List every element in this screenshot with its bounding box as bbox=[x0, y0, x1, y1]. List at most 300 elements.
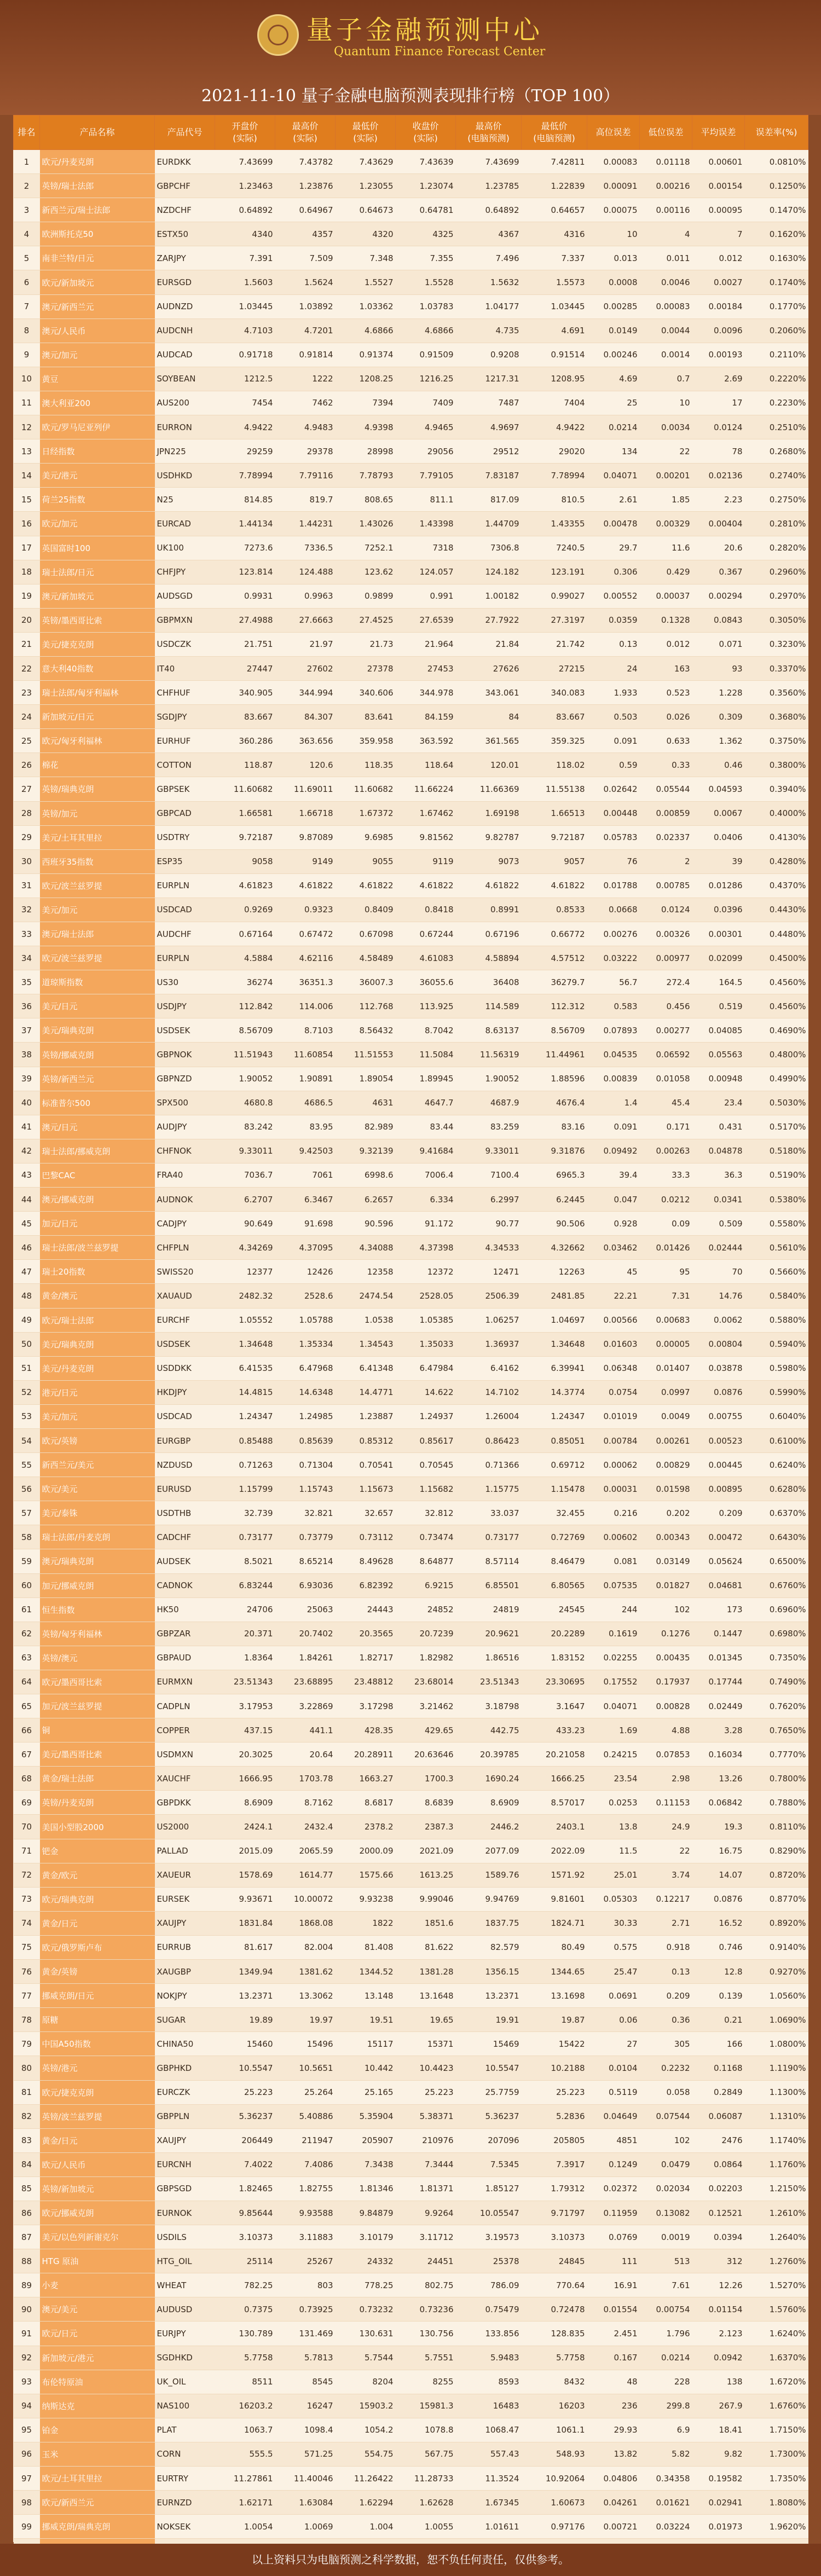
value-cell: 4.57512 bbox=[522, 946, 587, 970]
value-cell: 20.7239 bbox=[396, 1622, 456, 1646]
table-row bbox=[14, 1115, 808, 1139]
product-name-cell: 瑞士法郎/波兰兹罗提 bbox=[40, 1236, 155, 1260]
value-cell: 1.23785 bbox=[456, 174, 522, 198]
value-cell: 1.63084 bbox=[275, 2491, 336, 2515]
value-cell: 0.026 bbox=[640, 705, 692, 729]
value-cell: 0.5990% bbox=[745, 1380, 808, 1404]
value-cell: 39.4 bbox=[587, 1163, 640, 1187]
value-cell: 11.5 bbox=[587, 1839, 640, 1863]
product-name-cell: 英镑/匈牙利福林 bbox=[40, 1622, 155, 1646]
value-cell: 118.35 bbox=[336, 753, 396, 777]
value-cell: 0.00478 bbox=[587, 512, 640, 536]
value-cell: 9.72187 bbox=[522, 825, 587, 849]
rank-cell: 55 bbox=[14, 1453, 40, 1477]
value-cell: 1.44709 bbox=[456, 512, 522, 536]
value-cell: 0.9899 bbox=[336, 584, 396, 608]
value-cell: 29259 bbox=[215, 439, 275, 464]
rank-cell: 67 bbox=[14, 1743, 40, 1767]
value-cell: 23.30695 bbox=[522, 1670, 587, 1694]
value-cell: 25.01 bbox=[587, 1863, 640, 1887]
product-code-cell: PLAT bbox=[155, 2418, 215, 2442]
product-code-cell: NZDUSD bbox=[155, 1453, 215, 1477]
table-row bbox=[14, 1887, 808, 1911]
table-row bbox=[14, 415, 808, 439]
value-cell: 8.56432 bbox=[336, 1018, 396, 1043]
value-cell: 15460 bbox=[215, 2032, 275, 2056]
value-cell: 27.4525 bbox=[336, 608, 396, 632]
value-cell: 7.43629 bbox=[336, 150, 396, 174]
value-cell: 4.9422 bbox=[215, 415, 275, 439]
value-cell: 0.0019 bbox=[640, 2225, 692, 2249]
value-cell: 1.15799 bbox=[215, 1477, 275, 1501]
product-name-cell: 欧元/波兰兹罗提 bbox=[40, 946, 155, 970]
value-cell: 3.28 bbox=[692, 1718, 745, 1743]
value-cell: 1.0560% bbox=[745, 1984, 808, 2008]
value-cell: 1824.71 bbox=[522, 1911, 587, 1935]
product-code-cell: EURCNH bbox=[155, 2152, 215, 2176]
value-cell: 0.11153 bbox=[640, 1791, 692, 1815]
table-row bbox=[14, 1163, 808, 1187]
value-cell: 0.17937 bbox=[640, 1670, 692, 1694]
product-code-cell: N25 bbox=[155, 488, 215, 512]
value-cell: 1.83152 bbox=[522, 1646, 587, 1670]
product-code-cell: USDILS bbox=[155, 2225, 215, 2249]
value-cell: 0.0149 bbox=[587, 319, 640, 343]
value-cell: 7409 bbox=[396, 391, 456, 415]
value-cell: 1.00182 bbox=[456, 584, 522, 608]
value-cell: 0.012 bbox=[692, 246, 745, 270]
value-cell: 7 bbox=[692, 222, 745, 246]
value-cell: 29.93 bbox=[587, 2418, 640, 2442]
value-cell: 1349.94 bbox=[215, 1960, 275, 1984]
value-cell: 0.0876 bbox=[692, 1887, 745, 1911]
value-cell: 7.43699 bbox=[215, 150, 275, 174]
value-cell: 2.71 bbox=[640, 1911, 692, 1935]
value-cell: 4851 bbox=[587, 2128, 640, 2152]
value-cell: 2476 bbox=[692, 2128, 745, 2152]
value-cell: 82.004 bbox=[275, 1935, 336, 1959]
value-cell: 0.3750% bbox=[745, 729, 808, 753]
value-cell: 8204 bbox=[336, 2370, 396, 2394]
value-cell: 0.99027 bbox=[522, 584, 587, 608]
value-cell: 0.0062 bbox=[692, 1308, 745, 1332]
value-cell: 0.12217 bbox=[640, 1887, 692, 1911]
value-cell: 0.04806 bbox=[587, 2467, 640, 2491]
product-name-cell: 荷兰25指数 bbox=[40, 488, 155, 512]
value-cell: 91.172 bbox=[396, 1212, 456, 1236]
value-cell: 1.5527 bbox=[336, 270, 396, 294]
table-row bbox=[14, 681, 808, 705]
table-row bbox=[14, 1380, 808, 1404]
value-cell: 0.00083 bbox=[640, 294, 692, 319]
value-cell: 1.69 bbox=[587, 1718, 640, 1743]
product-name-cell: 挪威克朗/瑞典克朗 bbox=[40, 2515, 155, 2539]
product-name-cell: 欧元/匈牙利福林 bbox=[40, 729, 155, 753]
value-cell: 0.73232 bbox=[336, 2297, 396, 2322]
value-cell: 20.7402 bbox=[275, 1622, 336, 1646]
rank-cell: 69 bbox=[14, 1791, 40, 1815]
value-cell: 25.264 bbox=[275, 2080, 336, 2104]
value-cell: 0.8418 bbox=[396, 898, 456, 922]
table-row bbox=[14, 2322, 808, 2346]
value-cell: 1.6370% bbox=[745, 2346, 808, 2370]
product-code-cell: CHFJPY bbox=[155, 560, 215, 584]
value-cell: 7240.5 bbox=[522, 536, 587, 560]
product-name-cell: 英镑/瑞典克朗 bbox=[40, 777, 155, 801]
value-cell: 25378 bbox=[456, 2249, 522, 2273]
product-name-cell: 黄金/欧元 bbox=[40, 1863, 155, 1887]
rank-cell: 85 bbox=[14, 2176, 40, 2201]
value-cell: 0.2970% bbox=[745, 584, 808, 608]
product-name-cell: 英镑/挪威克朗 bbox=[40, 1043, 155, 1067]
value-cell: 32.657 bbox=[336, 1501, 396, 1525]
value-cell: 7.78994 bbox=[522, 464, 587, 488]
value-cell: 5.82 bbox=[640, 2442, 692, 2466]
value-cell: 29.7 bbox=[587, 536, 640, 560]
value-cell: 0.12521 bbox=[692, 2201, 745, 2225]
value-cell: 7462 bbox=[275, 391, 336, 415]
value-cell: 0.72769 bbox=[522, 1525, 587, 1549]
value-cell: 10.92064 bbox=[522, 2467, 587, 2491]
value-cell: 1.04177 bbox=[456, 294, 522, 319]
value-cell: 12471 bbox=[456, 1260, 522, 1284]
product-name-cell: 美元/瑞典克朗 bbox=[40, 1332, 155, 1356]
value-cell: 1.69198 bbox=[456, 801, 522, 825]
value-cell: 0.209 bbox=[692, 1501, 745, 1525]
value-cell: 0.6100% bbox=[745, 1428, 808, 1452]
value-cell: 1.933 bbox=[587, 681, 640, 705]
value-cell: 28998 bbox=[336, 439, 396, 464]
value-cell: 6.93036 bbox=[275, 1573, 336, 1597]
value-cell: 14.7102 bbox=[456, 1380, 522, 1404]
value-cell: 0.01788 bbox=[587, 873, 640, 898]
value-cell: 0.5580% bbox=[745, 1212, 808, 1236]
value-cell: 0.70545 bbox=[396, 1453, 456, 1477]
value-cell: 0.04878 bbox=[692, 1139, 745, 1163]
table-row bbox=[14, 367, 808, 391]
value-cell: 5.9483 bbox=[456, 2346, 522, 2370]
value-cell: 3.17953 bbox=[215, 1694, 275, 1718]
value-cell: 7.496 bbox=[456, 246, 522, 270]
value-cell: 0.00326 bbox=[640, 922, 692, 946]
product-name-cell: 英镑/澳元 bbox=[40, 1646, 155, 1670]
product-code-cell: AUDSEK bbox=[155, 1549, 215, 1573]
table-row bbox=[14, 801, 808, 825]
value-cell: 1.44231 bbox=[275, 512, 336, 536]
product-code-cell: XAUCHF bbox=[155, 1767, 215, 1791]
column-header: 误差率(%) bbox=[745, 115, 808, 150]
value-cell: 0.1620% bbox=[745, 222, 808, 246]
value-cell: 25114 bbox=[215, 2249, 275, 2273]
value-cell: 9.31876 bbox=[522, 1139, 587, 1163]
product-code-cell: EURSGD bbox=[155, 270, 215, 294]
value-cell: 2.69 bbox=[692, 367, 745, 391]
value-cell: 437.15 bbox=[215, 1718, 275, 1743]
value-cell: 1.0538 bbox=[336, 1308, 396, 1332]
product-name-cell: 瑞士法郎/日元 bbox=[40, 560, 155, 584]
value-cell: 0.0864 bbox=[692, 2152, 745, 2176]
value-cell: 9.6985 bbox=[336, 825, 396, 849]
value-cell: 24545 bbox=[522, 1597, 587, 1622]
value-cell: 8.6839 bbox=[396, 1791, 456, 1815]
value-cell: 0.429 bbox=[640, 560, 692, 584]
value-cell: 0.02034 bbox=[640, 2176, 692, 2201]
value-cell: 0.5170% bbox=[745, 1115, 808, 1139]
column-header: 收盘价 (实际) bbox=[396, 115, 456, 150]
value-cell: 1217.31 bbox=[456, 367, 522, 391]
table-row bbox=[14, 1622, 808, 1646]
value-cell: 91.698 bbox=[275, 1212, 336, 1236]
product-name-cell: 欧元/俄罗斯卢布 bbox=[40, 1935, 155, 1959]
value-cell: 0.0942 bbox=[692, 2346, 745, 2370]
value-cell: 0.091 bbox=[587, 729, 640, 753]
value-cell: 21.84 bbox=[456, 632, 522, 656]
table-row bbox=[14, 2491, 808, 2515]
value-cell: 83.16 bbox=[522, 1115, 587, 1139]
value-cell: 4.62116 bbox=[275, 946, 336, 970]
value-cell: 4.88 bbox=[640, 1718, 692, 1743]
value-cell: 36274 bbox=[215, 970, 275, 994]
table-row bbox=[14, 1791, 808, 1815]
value-cell: 1.5528 bbox=[396, 270, 456, 294]
value-cell: 123.814 bbox=[215, 560, 275, 584]
value-cell: 1.7350% bbox=[745, 2467, 808, 2491]
value-cell: 1.15682 bbox=[396, 1477, 456, 1501]
value-cell: 0.73177 bbox=[215, 1525, 275, 1549]
value-cell: 1.66718 bbox=[275, 801, 336, 825]
value-cell: 7.4022 bbox=[215, 2152, 275, 2176]
value-cell: 0.71304 bbox=[275, 1453, 336, 1477]
value-cell: 0.70541 bbox=[336, 1453, 396, 1477]
value-cell: 0.928 bbox=[587, 1212, 640, 1236]
value-cell: 6.47984 bbox=[396, 1356, 456, 1380]
value-cell: 14.76 bbox=[692, 1284, 745, 1308]
value-cell: 80.49 bbox=[522, 1935, 587, 1959]
value-cell: 0.509 bbox=[692, 1212, 745, 1236]
value-cell: 32.455 bbox=[522, 1501, 587, 1525]
value-cell: 0.04681 bbox=[692, 1573, 745, 1597]
value-cell: 1.67372 bbox=[336, 801, 396, 825]
value-cell: 0.69712 bbox=[522, 1453, 587, 1477]
value-cell: 0.0479 bbox=[640, 2152, 692, 2176]
product-code-cell: EURPLN bbox=[155, 946, 215, 970]
value-cell: 0.00343 bbox=[640, 1525, 692, 1549]
rank-cell: 27 bbox=[14, 777, 40, 801]
value-cell: 1.15478 bbox=[522, 1477, 587, 1501]
value-cell: 14.07 bbox=[692, 1863, 745, 1887]
value-cell: 7.337 bbox=[522, 246, 587, 270]
table-row bbox=[14, 608, 808, 632]
value-cell: 13.26 bbox=[692, 1767, 745, 1791]
value-cell: 102 bbox=[640, 1597, 692, 1622]
value-cell: 0.64967 bbox=[275, 198, 336, 222]
value-cell: 1.15775 bbox=[456, 1477, 522, 1501]
value-cell: 8.49628 bbox=[336, 1549, 396, 1573]
value-cell: 0.00277 bbox=[640, 1018, 692, 1043]
value-cell: 441.1 bbox=[275, 1718, 336, 1743]
value-cell: 11.51943 bbox=[215, 1043, 275, 1067]
value-cell: 0.0067 bbox=[692, 801, 745, 825]
value-cell: 1.90891 bbox=[275, 1067, 336, 1091]
value-cell: 8.7162 bbox=[275, 1791, 336, 1815]
table-row bbox=[14, 1670, 808, 1694]
value-cell: 0.04593 bbox=[692, 777, 745, 801]
value-cell: 4.9483 bbox=[275, 415, 336, 439]
product-name-cell: 澳元/瑞士法郎 bbox=[40, 922, 155, 946]
product-code-cell: EURCHF bbox=[155, 1308, 215, 1332]
table-row bbox=[14, 2152, 808, 2176]
value-cell: 1.34648 bbox=[215, 1332, 275, 1356]
value-cell: 4.37095 bbox=[275, 1236, 336, 1260]
value-cell: 8.64877 bbox=[396, 1549, 456, 1573]
value-cell: 32.821 bbox=[275, 1501, 336, 1525]
table-row bbox=[14, 1597, 808, 1622]
value-cell: 0.3370% bbox=[745, 656, 808, 680]
value-cell: 10 bbox=[587, 222, 640, 246]
product-name-cell: 欧洲斯托克50 bbox=[40, 222, 155, 246]
value-cell: 1.05788 bbox=[275, 1308, 336, 1332]
product-name-cell: 恒生指数 bbox=[40, 1597, 155, 1622]
product-code-cell: EURRUB bbox=[155, 1935, 215, 1959]
value-cell: 0.167 bbox=[587, 2346, 640, 2370]
value-cell: 7404 bbox=[522, 391, 587, 415]
value-cell: 244 bbox=[587, 1597, 640, 1622]
value-cell: 361.565 bbox=[456, 729, 522, 753]
product-code-cell: SGDHKD bbox=[155, 2346, 215, 2370]
value-cell: 0.0124 bbox=[692, 415, 745, 439]
value-cell: 513 bbox=[640, 2249, 692, 2273]
table-row bbox=[14, 198, 808, 222]
value-cell: 0.64892 bbox=[456, 198, 522, 222]
value-cell: 0.02372 bbox=[587, 2176, 640, 2201]
value-cell: 4.61822 bbox=[396, 873, 456, 898]
value-cell: 2528.05 bbox=[396, 1284, 456, 1308]
value-cell: 13.3062 bbox=[275, 1984, 336, 2008]
value-cell: 19.89 bbox=[215, 2008, 275, 2032]
product-name-cell: 欧元/人民币 bbox=[40, 2152, 155, 2176]
value-cell: 11.66224 bbox=[396, 777, 456, 801]
value-cell: 0.367 bbox=[692, 560, 745, 584]
table-row bbox=[14, 1646, 808, 1670]
product-name-cell: 道琼斯指数 bbox=[40, 970, 155, 994]
value-cell: 1.82717 bbox=[336, 1646, 396, 1670]
product-name-cell: 美元/瑞典克朗 bbox=[40, 1018, 155, 1043]
value-cell: 95 bbox=[640, 1260, 692, 1284]
value-cell: 1.1300% bbox=[745, 2080, 808, 2104]
table-row bbox=[14, 2104, 808, 2128]
value-cell: 0.00859 bbox=[640, 801, 692, 825]
rank-cell: 82 bbox=[14, 2104, 40, 2128]
product-code-cell: CADJPY bbox=[155, 1212, 215, 1236]
value-cell: 0.73779 bbox=[275, 1525, 336, 1549]
value-cell: 8.56709 bbox=[215, 1018, 275, 1043]
product-name-cell: 美元/捷克克朗 bbox=[40, 632, 155, 656]
table-row bbox=[14, 753, 808, 777]
value-cell: 0.1168 bbox=[692, 2056, 745, 2080]
value-cell: 0.4000% bbox=[745, 801, 808, 825]
value-cell: 6.334 bbox=[396, 1188, 456, 1212]
value-cell: 128.835 bbox=[522, 2322, 587, 2346]
product-code-cell: USDCZK bbox=[155, 632, 215, 656]
table-row bbox=[14, 849, 808, 873]
product-code-cell: CORN bbox=[155, 2442, 215, 2466]
value-cell: 299.8 bbox=[640, 2394, 692, 2418]
value-cell: 11.6 bbox=[640, 536, 692, 560]
value-cell: 8545 bbox=[275, 2370, 336, 2394]
value-cell: 0.91814 bbox=[275, 343, 336, 367]
table-row bbox=[14, 1815, 808, 1839]
value-cell: 0.00523 bbox=[692, 1428, 745, 1452]
value-cell: 4.69 bbox=[587, 367, 640, 391]
product-name-cell: 欧元/挪威克朗 bbox=[40, 2201, 155, 2225]
value-cell: 20.3565 bbox=[336, 1622, 396, 1646]
value-cell: 0.03224 bbox=[640, 2515, 692, 2539]
value-cell: 7306.8 bbox=[456, 536, 522, 560]
value-cell: 0.0253 bbox=[587, 1791, 640, 1815]
value-cell: 0.6240% bbox=[745, 1453, 808, 1477]
value-cell: 9.82 bbox=[692, 2442, 745, 2466]
value-cell: 0.06087 bbox=[692, 2104, 745, 2128]
value-cell: 0.06 bbox=[587, 2008, 640, 2032]
product-code-cell: GBPPLN bbox=[155, 2104, 215, 2128]
rank-cell: 63 bbox=[14, 1646, 40, 1670]
rank-cell: 41 bbox=[14, 1115, 40, 1139]
value-cell: 5.38371 bbox=[396, 2104, 456, 2128]
product-code-cell: EURNOK bbox=[155, 2201, 215, 2225]
table-row bbox=[14, 994, 808, 1018]
product-name-cell: 美元/港元 bbox=[40, 464, 155, 488]
value-cell: 0.081 bbox=[587, 1549, 640, 1573]
value-cell: 1.24985 bbox=[275, 1404, 336, 1428]
value-cell: 9.93671 bbox=[215, 1887, 275, 1911]
rank-cell: 36 bbox=[14, 994, 40, 1018]
value-cell: 4.34269 bbox=[215, 1236, 275, 1260]
value-cell: 1.2610% bbox=[745, 2201, 808, 2225]
value-cell: 0.0212 bbox=[640, 1188, 692, 1212]
value-cell: 0.02255 bbox=[587, 1646, 640, 1670]
rank-cell: 42 bbox=[14, 1139, 40, 1163]
value-cell: 0.02203 bbox=[692, 2176, 745, 2201]
table-row bbox=[14, 2056, 808, 2080]
rank-cell: 86 bbox=[14, 2201, 40, 2225]
value-cell: 11.26422 bbox=[336, 2467, 396, 2491]
value-cell: 1.62294 bbox=[336, 2491, 396, 2515]
value-cell: 236 bbox=[587, 2394, 640, 2418]
value-cell: 1.5632 bbox=[456, 270, 522, 294]
value-cell: 10.05547 bbox=[456, 2201, 522, 2225]
rank-cell: 44 bbox=[14, 1188, 40, 1212]
value-cell: 23.51343 bbox=[215, 1670, 275, 1694]
product-code-cell: GBPHKD bbox=[155, 2056, 215, 2080]
product-code-cell: GBPDKK bbox=[155, 1791, 215, 1815]
product-name-cell: 澳元/新加坡元 bbox=[40, 584, 155, 608]
value-cell: 29512 bbox=[456, 439, 522, 464]
value-cell: 0.012 bbox=[640, 632, 692, 656]
value-cell: 123.62 bbox=[336, 560, 396, 584]
value-cell: 20.64 bbox=[275, 1743, 336, 1767]
value-cell: 15117 bbox=[336, 2032, 396, 2056]
value-cell: 1061.1 bbox=[522, 2418, 587, 2442]
value-cell: 131.469 bbox=[275, 2322, 336, 2346]
value-cell: 0.0049 bbox=[640, 1404, 692, 1428]
value-cell: 0.3800% bbox=[745, 753, 808, 777]
value-cell: 0.3680% bbox=[745, 705, 808, 729]
value-cell: 1.05552 bbox=[215, 1308, 275, 1332]
value-cell: 6.39941 bbox=[522, 1356, 587, 1380]
rank-cell: 5 bbox=[14, 246, 40, 270]
value-cell: 0.07544 bbox=[640, 2104, 692, 2128]
value-cell: 0.04261 bbox=[587, 2491, 640, 2515]
